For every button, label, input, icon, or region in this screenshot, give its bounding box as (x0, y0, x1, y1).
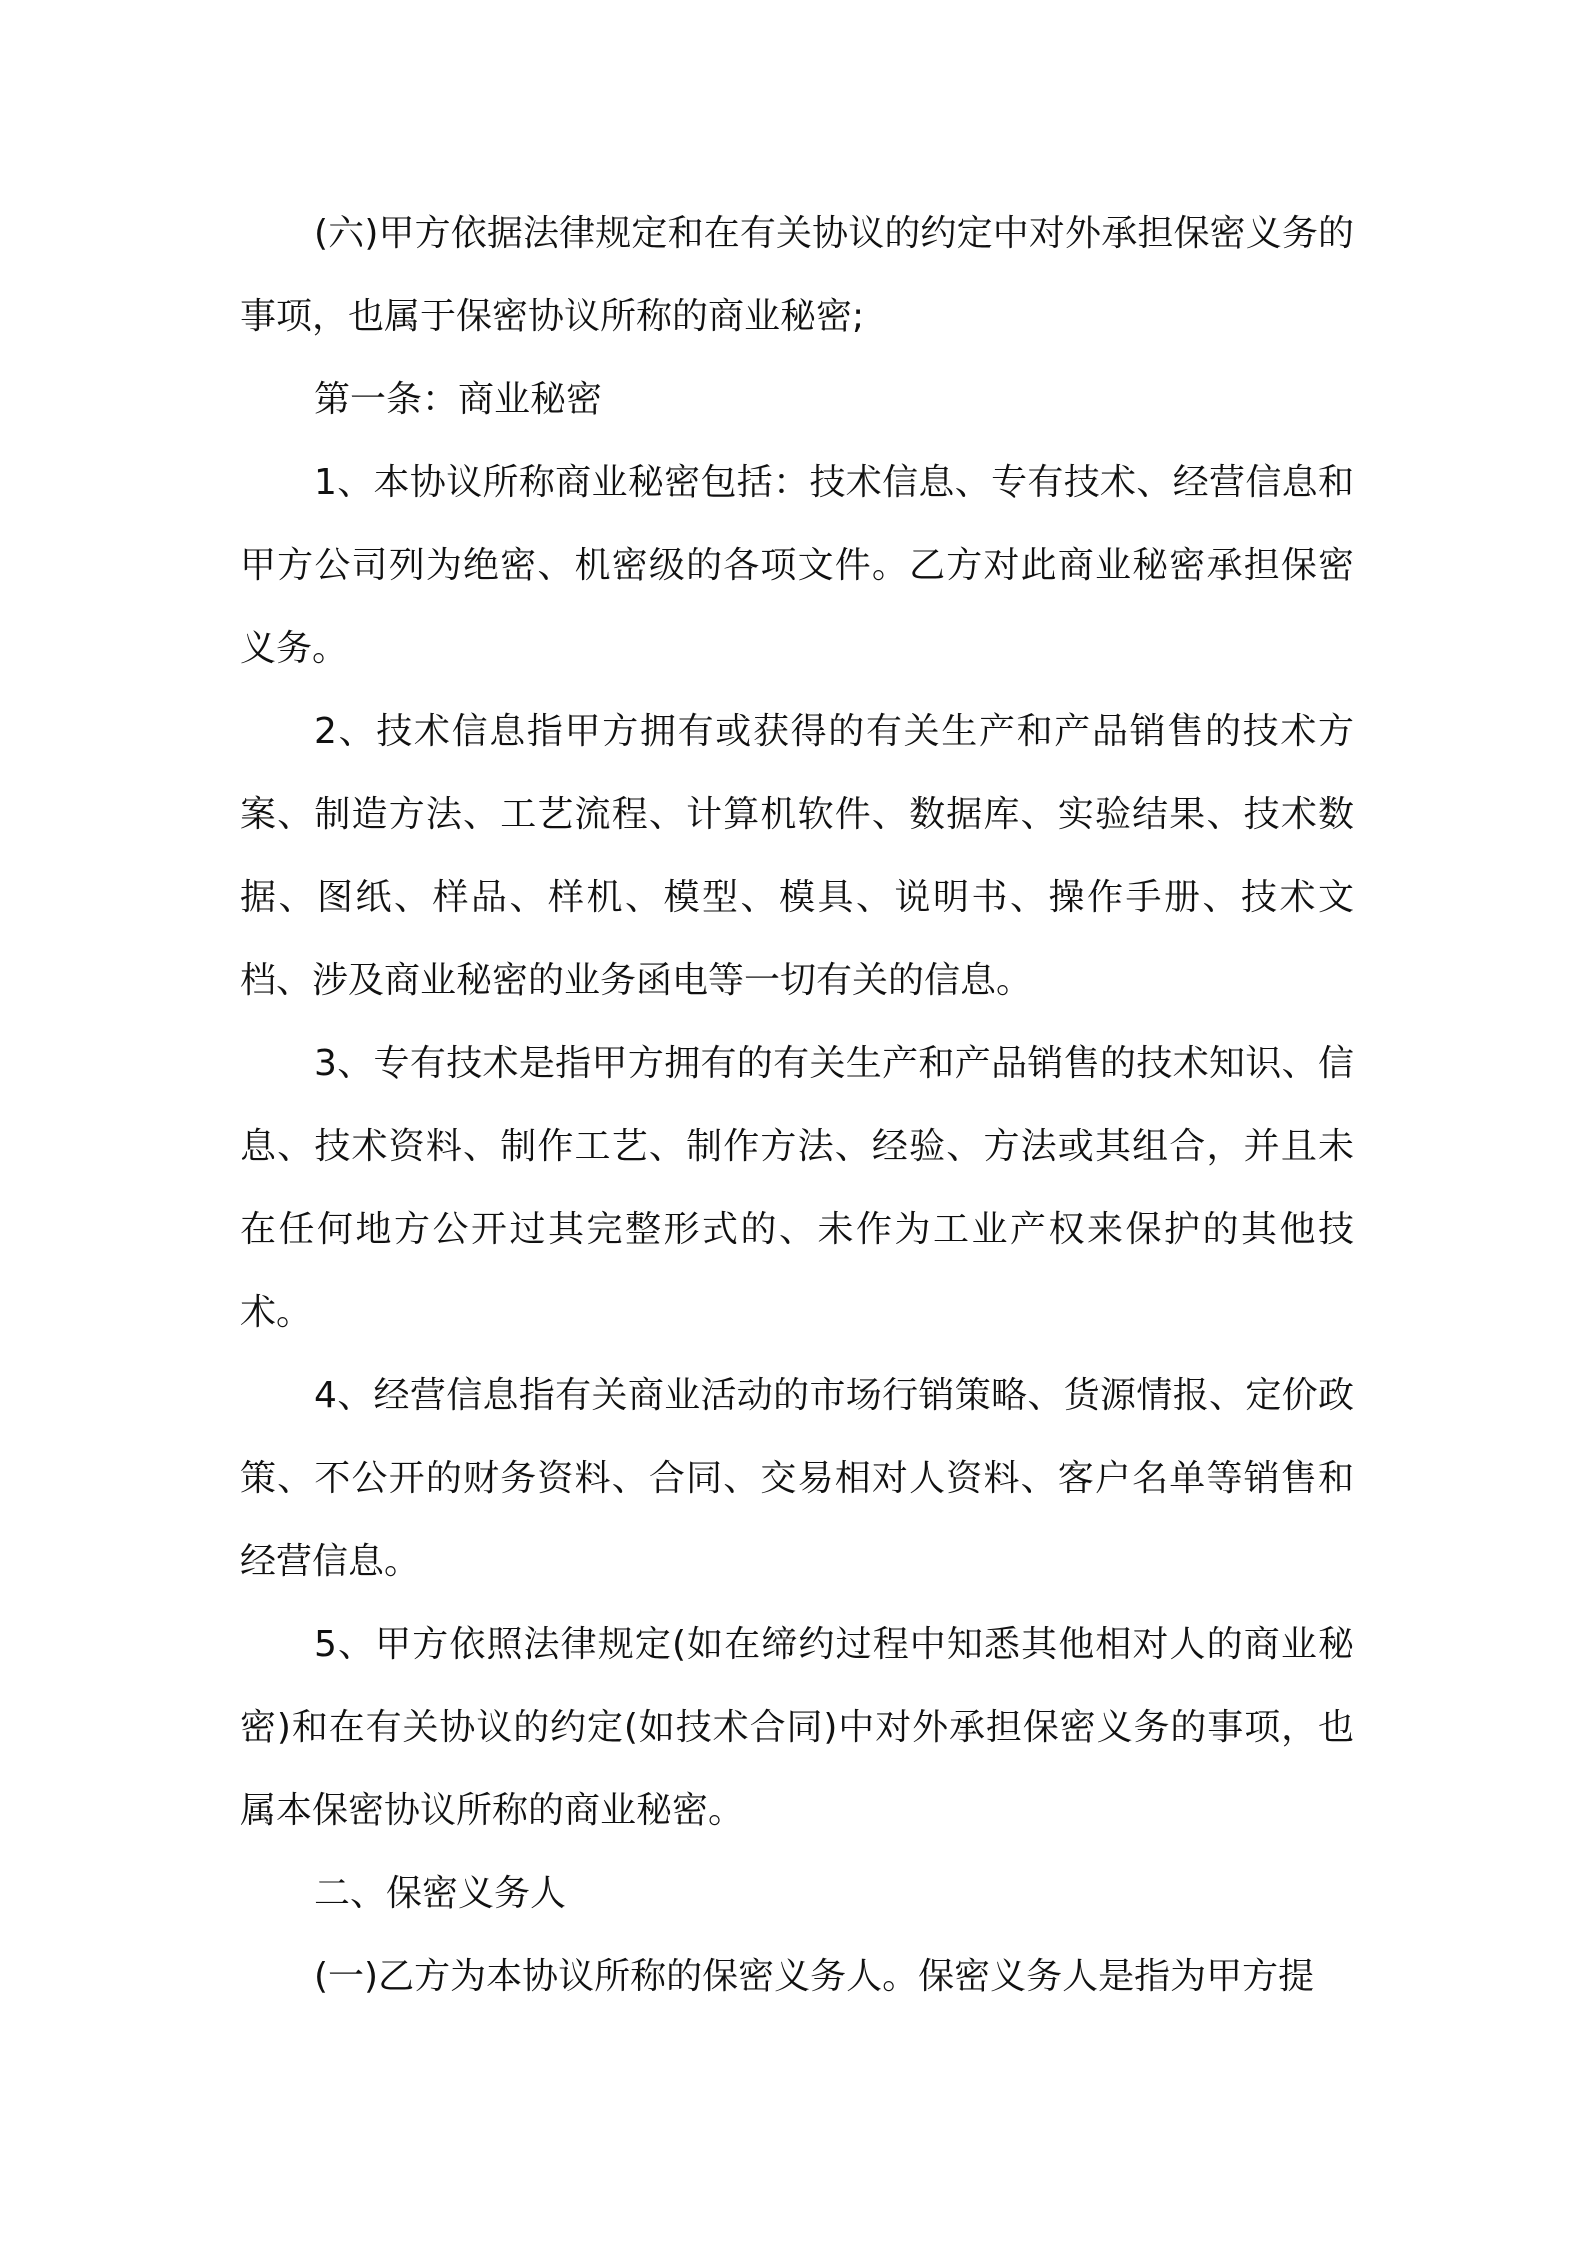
paragraph-item-4: 4、经营信息指有关商业活动的市场行销策略、货源情报、定价政策、不公开的财务资料、合同、交易相对人资料、客户名单等销售和经营信息。 (240, 1375, 1354, 1582)
paragraph-clause-6: (六)甲方依据法律规定和在有关协议的约定中对外承担保密义务的事项，也属于保密协议所称的商业秘密; (240, 213, 1354, 337)
paragraph-item-3: 3、专有技术是指甲方拥有的有关生产和产品销售的技术知识、信息、技术资料、制作工艺、制作方法、经验、方法或其组合，并且未在任何地方公开过其完整形式的、未作为工业产权来保护的其他技术。 (240, 1043, 1354, 1333)
paragraph-item-1: 1、本协议所称商业秘密包括：技术信息、专有技术、经营信息和甲方公司列为绝密、机密级的各项文件。乙方对此商业秘密承担保密义务。 (240, 462, 1354, 669)
document-body (240, 192, 1354, 2018)
heading-article-1: 第一条：商业秘密 (314, 379, 603, 420)
heading-section-2: 二、保密义务人 (314, 1873, 567, 1914)
paragraph-sub-1: (一)乙方为本协议所称的保密义务人。保密义务人是指为甲方提 (314, 1956, 1315, 1997)
paragraph-item-5: 5、甲方依照法律规定(如在缔约过程中知悉其他相对人的商业秘密)和在有关协议的约定(如技术合同)中对外承担保密义务的事项，也属本保密协议所称的商业秘密。 (240, 1624, 1354, 1831)
paragraph-item-2: 2、技术信息指甲方拥有或获得的有关生产和产品销售的技术方案、制造方法、工艺流程、计算机软件、数据库、实验结果、技术数据、图纸、样品、样机、模型、模具、说明书、操作手册、技术文档、涉及商业秘密的业务函电等一切有关的信息。 (240, 711, 1354, 1001)
